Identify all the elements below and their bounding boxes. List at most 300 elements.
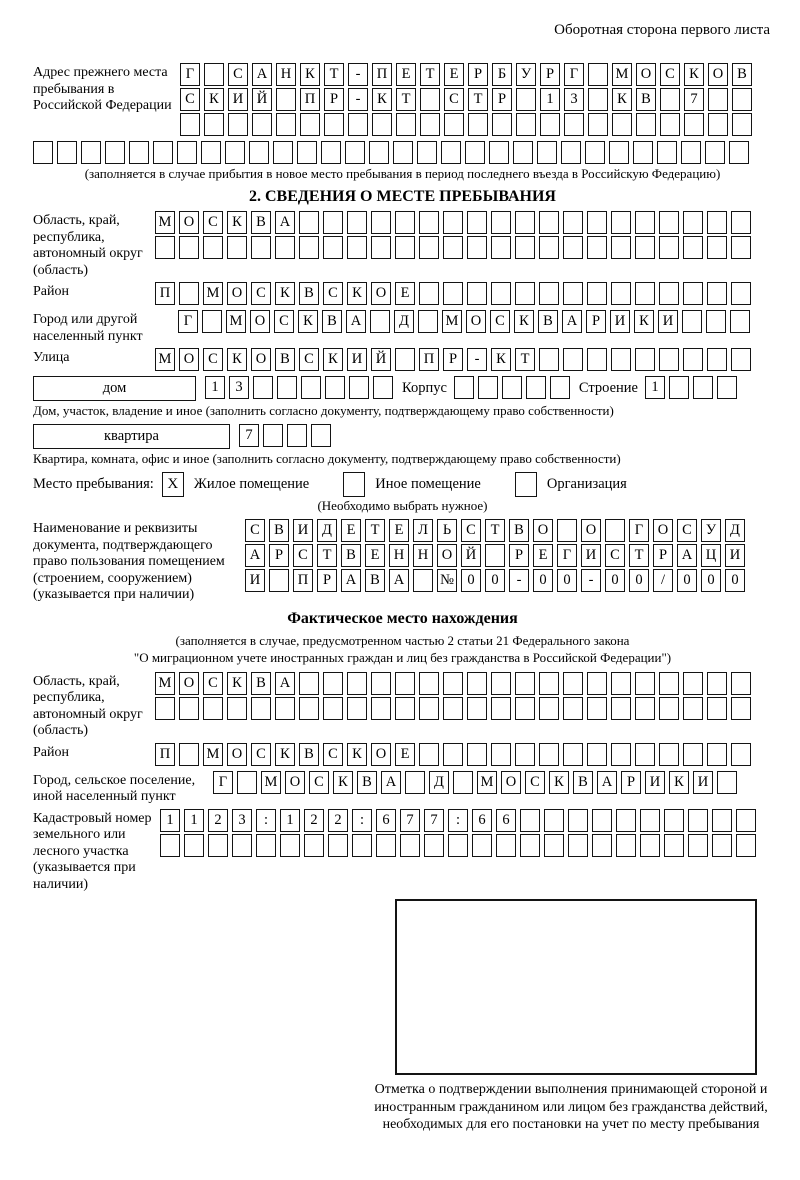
char-cell[interactable]: И	[581, 544, 601, 567]
char-cell[interactable]: П	[419, 348, 439, 371]
char-cell[interactable]	[585, 141, 605, 164]
char-cell[interactable]: О	[501, 771, 521, 794]
char-cell[interactable]	[611, 282, 631, 305]
char-cell[interactable]: Н	[389, 544, 409, 567]
char-cell[interactable]: /	[653, 569, 673, 592]
char-cell[interactable]: Т	[515, 348, 535, 371]
char-cell[interactable]	[730, 310, 750, 333]
char-cell[interactable]	[731, 282, 751, 305]
char-cell[interactable]: В	[269, 519, 289, 542]
char-cell[interactable]: :	[352, 809, 372, 832]
char-cell[interactable]	[276, 113, 296, 136]
char-cell[interactable]	[253, 376, 273, 399]
char-cell[interactable]: П	[155, 743, 175, 766]
char-cell[interactable]	[659, 672, 679, 695]
char-cell[interactable]: 7	[400, 809, 420, 832]
char-cell[interactable]: С	[245, 519, 265, 542]
char-cell[interactable]	[155, 697, 175, 720]
char-cell[interactable]	[420, 88, 440, 111]
char-cell[interactable]	[275, 236, 295, 259]
char-cell[interactable]	[179, 743, 199, 766]
char-cell[interactable]: Е	[533, 544, 553, 567]
char-cell[interactable]	[539, 348, 559, 371]
char-cell[interactable]	[605, 519, 625, 542]
char-cell[interactable]: О	[227, 282, 247, 305]
char-cell[interactable]: М	[226, 310, 246, 333]
char-cell[interactable]	[155, 236, 175, 259]
char-cell[interactable]	[280, 834, 300, 857]
char-cell[interactable]	[616, 809, 636, 832]
char-cell[interactable]	[708, 113, 728, 136]
char-cell[interactable]	[227, 697, 247, 720]
char-cell[interactable]	[515, 282, 535, 305]
char-cell[interactable]: С	[490, 310, 510, 333]
char-cell[interactable]	[520, 809, 540, 832]
char-cell[interactable]: Т	[396, 88, 416, 111]
char-cell[interactable]: С	[203, 672, 223, 695]
char-cell[interactable]	[587, 697, 607, 720]
char-cell[interactable]: 0	[557, 569, 577, 592]
char-cell[interactable]	[228, 113, 248, 136]
char-cell[interactable]: И	[293, 519, 313, 542]
char-cell[interactable]: Т	[468, 88, 488, 111]
char-cell[interactable]	[345, 141, 365, 164]
char-cell[interactable]	[393, 141, 413, 164]
char-cell[interactable]	[424, 834, 444, 857]
char-cell[interactable]	[539, 236, 559, 259]
char-cell[interactable]	[732, 88, 752, 111]
char-cell[interactable]	[731, 743, 751, 766]
char-cell[interactable]	[300, 113, 320, 136]
char-cell[interactable]: 2	[208, 809, 228, 832]
char-cell[interactable]	[611, 211, 631, 234]
char-cell[interactable]: Т	[365, 519, 385, 542]
char-cell[interactable]	[287, 424, 307, 447]
char-cell[interactable]	[395, 697, 415, 720]
char-cell[interactable]: 1	[280, 809, 300, 832]
char-cell[interactable]	[540, 113, 560, 136]
char-cell[interactable]	[468, 113, 488, 136]
char-cell[interactable]: С	[323, 282, 343, 305]
char-cell[interactable]: Е	[365, 544, 385, 567]
char-cell[interactable]	[592, 809, 612, 832]
char-cell[interactable]: М	[155, 672, 175, 695]
char-cell[interactable]: У	[516, 63, 536, 86]
char-cell[interactable]	[204, 113, 224, 136]
char-cell[interactable]	[568, 834, 588, 857]
char-cell[interactable]	[731, 348, 751, 371]
char-cell[interactable]	[299, 211, 319, 234]
char-cell[interactable]	[544, 809, 564, 832]
char-cell[interactable]	[683, 672, 703, 695]
char-cell[interactable]	[731, 697, 751, 720]
char-cell[interactable]	[349, 376, 369, 399]
char-cell[interactable]: Р	[317, 569, 337, 592]
char-cell[interactable]: Й	[252, 88, 272, 111]
char-cell[interactable]: Г	[213, 771, 233, 794]
char-cell[interactable]: 7	[424, 809, 444, 832]
char-cell[interactable]: -	[467, 348, 487, 371]
char-cell[interactable]	[400, 834, 420, 857]
char-cell[interactable]: Н	[413, 544, 433, 567]
char-cell[interactable]	[369, 141, 389, 164]
char-cell[interactable]	[321, 141, 341, 164]
char-cell[interactable]	[588, 63, 608, 86]
char-cell[interactable]: Р	[509, 544, 529, 567]
char-cell[interactable]	[275, 697, 295, 720]
char-cell[interactable]: С	[461, 519, 481, 542]
char-cell[interactable]: С	[323, 743, 343, 766]
char-cell[interactable]: Ь	[437, 519, 457, 542]
char-cell[interactable]	[515, 697, 535, 720]
char-cell[interactable]: Е	[341, 519, 361, 542]
char-cell[interactable]: А	[677, 544, 697, 567]
char-cell[interactable]: И	[245, 569, 265, 592]
char-cell[interactable]	[304, 834, 324, 857]
char-cell[interactable]	[539, 697, 559, 720]
char-cell[interactable]	[731, 672, 751, 695]
char-cell[interactable]: 0	[485, 569, 505, 592]
char-cell[interactable]: В	[365, 569, 385, 592]
char-cell[interactable]	[325, 376, 345, 399]
char-cell[interactable]	[232, 834, 252, 857]
char-cell[interactable]	[688, 834, 708, 857]
char-cell[interactable]: -	[348, 63, 368, 86]
char-cell[interactable]: 0	[533, 569, 553, 592]
char-cell[interactable]	[659, 743, 679, 766]
char-cell[interactable]	[269, 569, 289, 592]
char-cell[interactable]	[443, 672, 463, 695]
char-cell[interactable]: Г	[629, 519, 649, 542]
char-cell[interactable]: К	[227, 348, 247, 371]
char-cell[interactable]	[683, 697, 703, 720]
char-cell[interactable]: К	[634, 310, 654, 333]
char-cell[interactable]: М	[203, 282, 223, 305]
char-cell[interactable]: К	[491, 348, 511, 371]
char-cell[interactable]	[611, 697, 631, 720]
char-cell[interactable]	[682, 310, 702, 333]
char-cell[interactable]: Р	[540, 63, 560, 86]
char-cell[interactable]	[491, 282, 511, 305]
char-cell[interactable]: М	[261, 771, 281, 794]
char-cell[interactable]: С	[309, 771, 329, 794]
char-cell[interactable]: К	[204, 88, 224, 111]
char-cell[interactable]	[539, 282, 559, 305]
char-cell[interactable]: С	[299, 348, 319, 371]
char-cell[interactable]	[347, 672, 367, 695]
char-cell[interactable]: К	[333, 771, 353, 794]
char-cell[interactable]	[659, 348, 679, 371]
char-cell[interactable]	[405, 771, 425, 794]
char-cell[interactable]	[712, 809, 732, 832]
char-cell[interactable]: Р	[443, 348, 463, 371]
char-cell[interactable]	[561, 141, 581, 164]
char-cell[interactable]	[454, 376, 474, 399]
char-cell[interactable]	[277, 376, 297, 399]
char-cell[interactable]	[592, 834, 612, 857]
char-cell[interactable]	[659, 236, 679, 259]
char-cell[interactable]: С	[228, 63, 248, 86]
char-cell[interactable]: О	[285, 771, 305, 794]
char-cell[interactable]	[184, 834, 204, 857]
char-cell[interactable]: С	[203, 348, 223, 371]
char-cell[interactable]: У	[701, 519, 721, 542]
char-cell[interactable]	[563, 348, 583, 371]
char-cell[interactable]: Т	[317, 544, 337, 567]
char-cell[interactable]	[513, 141, 533, 164]
char-cell[interactable]	[550, 376, 570, 399]
char-cell[interactable]	[491, 211, 511, 234]
char-cell[interactable]	[419, 211, 439, 234]
char-cell[interactable]: 7	[239, 424, 259, 447]
char-cell[interactable]: О	[708, 63, 728, 86]
char-cell[interactable]	[328, 834, 348, 857]
char-cell[interactable]: 0	[725, 569, 745, 592]
char-cell[interactable]	[688, 809, 708, 832]
char-cell[interactable]: Т	[629, 544, 649, 567]
char-cell[interactable]	[717, 771, 737, 794]
char-cell[interactable]: В	[357, 771, 377, 794]
char-cell[interactable]	[587, 211, 607, 234]
char-cell[interactable]: И	[610, 310, 630, 333]
char-cell[interactable]	[153, 141, 173, 164]
char-cell[interactable]	[472, 834, 492, 857]
char-cell[interactable]: К	[275, 282, 295, 305]
char-cell[interactable]	[502, 376, 522, 399]
char-cell[interactable]	[635, 348, 655, 371]
char-cell[interactable]	[467, 672, 487, 695]
char-cell[interactable]	[417, 141, 437, 164]
char-cell[interactable]	[448, 834, 468, 857]
char-cell[interactable]: С	[251, 743, 271, 766]
char-cell[interactable]: -	[581, 569, 601, 592]
char-cell[interactable]	[731, 211, 751, 234]
char-cell[interactable]	[659, 211, 679, 234]
char-cell[interactable]	[347, 697, 367, 720]
char-cell[interactable]	[515, 236, 535, 259]
char-cell[interactable]: А	[275, 672, 295, 695]
char-cell[interactable]	[348, 113, 368, 136]
char-cell[interactable]	[544, 834, 564, 857]
char-cell[interactable]	[276, 88, 296, 111]
char-cell[interactable]	[587, 348, 607, 371]
char-cell[interactable]: К	[298, 310, 318, 333]
char-cell[interactable]	[467, 697, 487, 720]
char-cell[interactable]	[526, 376, 546, 399]
char-cell[interactable]	[707, 236, 727, 259]
char-cell[interactable]	[491, 697, 511, 720]
checkbox-zhiloe-pomeshchenie[interactable]: X	[162, 472, 184, 497]
char-cell[interactable]: К	[300, 63, 320, 86]
char-cell[interactable]	[717, 376, 737, 399]
char-cell[interactable]	[323, 236, 343, 259]
char-cell[interactable]	[492, 113, 512, 136]
char-cell[interactable]	[539, 211, 559, 234]
char-cell[interactable]	[419, 743, 439, 766]
char-cell[interactable]	[237, 771, 257, 794]
char-cell[interactable]: М	[155, 211, 175, 234]
char-cell[interactable]	[587, 672, 607, 695]
char-cell[interactable]	[443, 282, 463, 305]
char-cell[interactable]: Р	[324, 88, 344, 111]
char-cell[interactable]: В	[538, 310, 558, 333]
char-cell[interactable]	[684, 113, 704, 136]
char-cell[interactable]	[297, 141, 317, 164]
char-cell[interactable]: 3	[229, 376, 249, 399]
char-cell[interactable]	[563, 743, 583, 766]
char-cell[interactable]	[301, 376, 321, 399]
char-cell[interactable]	[515, 672, 535, 695]
char-cell[interactable]: К	[227, 672, 247, 695]
char-cell[interactable]	[225, 141, 245, 164]
char-cell[interactable]	[515, 743, 535, 766]
char-cell[interactable]	[376, 834, 396, 857]
char-cell[interactable]	[557, 519, 577, 542]
char-cell[interactable]	[204, 63, 224, 86]
char-cell[interactable]: Г	[557, 544, 577, 567]
char-cell[interactable]: Р	[586, 310, 606, 333]
char-cell[interactable]: М	[612, 63, 632, 86]
char-cell[interactable]	[516, 88, 536, 111]
char-cell[interactable]	[635, 236, 655, 259]
char-cell[interactable]	[707, 282, 727, 305]
char-cell[interactable]: С	[525, 771, 545, 794]
checkbox-inoe-pomeshchenie[interactable]	[343, 472, 365, 497]
char-cell[interactable]	[256, 834, 276, 857]
char-cell[interactable]: Й	[461, 544, 481, 567]
char-cell[interactable]	[664, 809, 684, 832]
char-cell[interactable]	[736, 809, 756, 832]
char-cell[interactable]: О	[179, 211, 199, 234]
char-cell[interactable]: А	[341, 569, 361, 592]
char-cell[interactable]: Д	[394, 310, 414, 333]
char-cell[interactable]	[485, 544, 505, 567]
char-cell[interactable]: А	[275, 211, 295, 234]
char-cell[interactable]	[659, 282, 679, 305]
char-cell[interactable]	[706, 310, 726, 333]
char-cell[interactable]: К	[684, 63, 704, 86]
char-cell[interactable]	[179, 236, 199, 259]
char-cell[interactable]	[323, 211, 343, 234]
char-cell[interactable]	[707, 743, 727, 766]
char-cell[interactable]	[467, 211, 487, 234]
char-cell[interactable]	[467, 743, 487, 766]
char-cell[interactable]	[587, 236, 607, 259]
char-cell[interactable]: -	[348, 88, 368, 111]
char-cell[interactable]	[491, 672, 511, 695]
char-cell[interactable]	[419, 282, 439, 305]
char-cell[interactable]	[611, 672, 631, 695]
char-cell[interactable]	[129, 141, 149, 164]
char-cell[interactable]: №	[437, 569, 457, 592]
char-cell[interactable]: В	[636, 88, 656, 111]
char-cell[interactable]: И	[658, 310, 678, 333]
char-cell[interactable]	[732, 113, 752, 136]
char-cell[interactable]: 0	[701, 569, 721, 592]
char-cell[interactable]: Е	[396, 63, 416, 86]
char-cell[interactable]	[731, 236, 751, 259]
char-cell[interactable]	[371, 672, 391, 695]
char-cell[interactable]: О	[251, 348, 271, 371]
char-cell[interactable]	[249, 141, 269, 164]
char-cell[interactable]: 0	[677, 569, 697, 592]
char-cell[interactable]	[587, 743, 607, 766]
char-cell[interactable]	[491, 743, 511, 766]
char-cell[interactable]	[418, 310, 438, 333]
char-cell[interactable]: :	[448, 809, 468, 832]
char-cell[interactable]	[444, 113, 464, 136]
char-cell[interactable]: К	[227, 211, 247, 234]
char-cell[interactable]	[563, 236, 583, 259]
char-cell[interactable]: И	[228, 88, 248, 111]
char-cell[interactable]	[681, 141, 701, 164]
char-cell[interactable]	[563, 282, 583, 305]
char-cell[interactable]: В	[573, 771, 593, 794]
char-cell[interactable]	[657, 141, 677, 164]
char-cell[interactable]: О	[179, 672, 199, 695]
char-cell[interactable]	[635, 282, 655, 305]
char-cell[interactable]	[299, 672, 319, 695]
char-cell[interactable]	[419, 236, 439, 259]
char-cell[interactable]: -	[509, 569, 529, 592]
char-cell[interactable]	[664, 834, 684, 857]
char-cell[interactable]: А	[252, 63, 272, 86]
char-cell[interactable]: :	[256, 809, 276, 832]
char-cell[interactable]	[413, 569, 433, 592]
char-cell[interactable]: 2	[304, 809, 324, 832]
char-cell[interactable]	[443, 211, 463, 234]
char-cell[interactable]	[729, 141, 749, 164]
char-cell[interactable]: Г	[564, 63, 584, 86]
char-cell[interactable]	[160, 834, 180, 857]
char-cell[interactable]	[371, 236, 391, 259]
char-cell[interactable]	[180, 113, 200, 136]
char-cell[interactable]: 3	[232, 809, 252, 832]
char-cell[interactable]	[203, 697, 223, 720]
char-cell[interactable]	[640, 809, 660, 832]
char-cell[interactable]: О	[581, 519, 601, 542]
char-cell[interactable]	[352, 834, 372, 857]
char-cell[interactable]: В	[732, 63, 752, 86]
char-cell[interactable]	[371, 211, 391, 234]
char-cell[interactable]: А	[389, 569, 409, 592]
char-cell[interactable]	[496, 834, 516, 857]
char-cell[interactable]	[707, 672, 727, 695]
char-cell[interactable]	[612, 113, 632, 136]
char-cell[interactable]	[588, 88, 608, 111]
char-cell[interactable]: В	[275, 348, 295, 371]
char-cell[interactable]	[311, 424, 331, 447]
char-cell[interactable]	[478, 376, 498, 399]
char-cell[interactable]	[516, 113, 536, 136]
char-cell[interactable]	[263, 424, 283, 447]
char-cell[interactable]	[57, 141, 77, 164]
char-cell[interactable]	[453, 771, 473, 794]
char-cell[interactable]: С	[605, 544, 625, 567]
char-cell[interactable]	[299, 697, 319, 720]
char-cell[interactable]	[203, 236, 223, 259]
char-cell[interactable]: С	[274, 310, 294, 333]
char-cell[interactable]: С	[677, 519, 697, 542]
char-cell[interactable]: К	[514, 310, 534, 333]
char-cell[interactable]: К	[669, 771, 689, 794]
char-cell[interactable]	[179, 697, 199, 720]
char-cell[interactable]: 6	[376, 809, 396, 832]
char-cell[interactable]: 0	[629, 569, 649, 592]
char-cell[interactable]: В	[251, 211, 271, 234]
char-cell[interactable]: О	[653, 519, 673, 542]
char-cell[interactable]	[683, 211, 703, 234]
